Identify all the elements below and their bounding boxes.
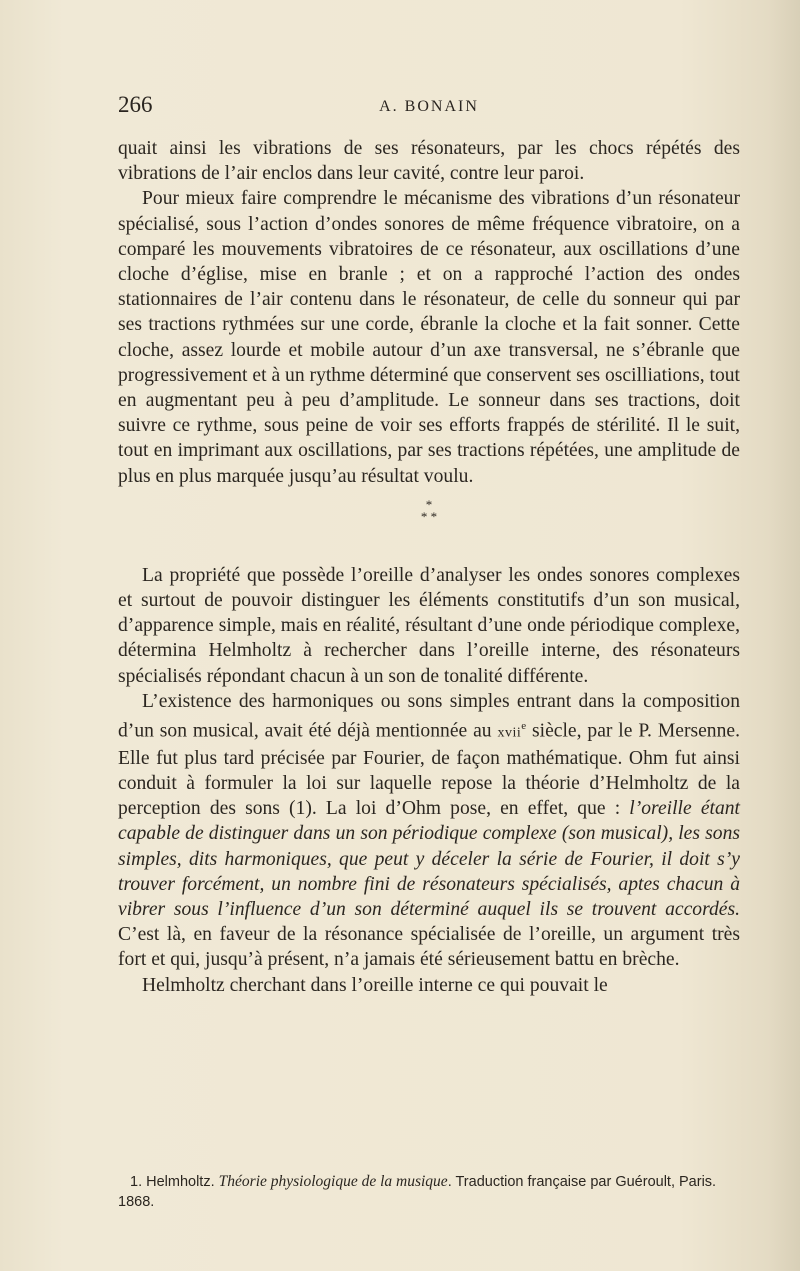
page-header (118, 92, 740, 122)
page-number: 266 (118, 92, 153, 117)
separator-top-star: * (425, 496, 433, 512)
paragraph-4-part-a: L’existence des harmoniques ou sons simples entrant dans la composition d’un son musical, avait été déjà mentionnée au (118, 690, 740, 742)
paragraph-1: quait ainsi les vibrations de ses résonateurs, par les chocs répétés des vibrations de l’air enclos dans leur cavité, contre leur paroi. (118, 138, 740, 185)
paragraph-5: Helmholtz cherchant dans l’oreille interne ce qui pouvait le (142, 974, 608, 996)
century-numeral: xvii (497, 725, 522, 741)
footnote (118, 1172, 740, 1212)
footnote-book-title: Théorie physiologique de la musique (218, 1173, 448, 1190)
section-separator (118, 496, 740, 524)
body-text (118, 136, 740, 998)
separator-bottom-stars: * * (420, 508, 438, 524)
paragraph-2: Pour mieux faire comprendre le mécanisme des vibrations d’un résonateur spécialisé, sous l’action d’ondes sonores de même fréquence vibratoire, on a comparé les mouvements vibratoires de ce résonateur, aux oscillations d’une cloche d’église, mise en branle ; et on a rapproché l’action des ondes stationnaires de l’air contenu dans le résonateur, de celle du sonneur qui par ses tractions rythmées sur une corde, ébranle la cloche et la fait sonner. Cette cloche, assez lourde et mobile autour d’un axe transversal, ne s’ébranle que progressivement et à un rythme déterminé que conservent ses oscilliations, tout en augmentant peu à peu d’amplitude. Le sonneur dans ses tractions, doit suivre ce rythme, sous peine de voir ses efforts frappés de stérilité. Il le suit, tout en imprimant aux oscillations, par ses tractions répétées, une amplitude de plus en plus marquée jusqu’au résultat voulu. (118, 188, 740, 487)
paragraph-4-part-c: C’est là, en faveur de la résonance spécialisée de l’oreille, un argument très fort et qui, jusqu’à présent, n’a jamais été sérieusement battu en brèche. (118, 924, 740, 971)
running-head: A. BONAIN (379, 98, 479, 115)
century-superscript: e (521, 720, 527, 733)
ohm-law-quote: l’oreille étant capable de distinguer dans un son périodique complexe (son musical), les sons simples, dits harmoniques, que peut y déceler la série de Fourier, il doit s’y trouver forcément, un nombre fini de résonateurs spécialisés, aptes chacun à vibrer sous l’influence d’un son déterminé auquel ils se trouvent accordés. (118, 798, 740, 921)
footnote-details: . Traduction française par Guéroult, Paris. 1868. (118, 1174, 717, 1210)
footnote-text (118, 1172, 740, 1212)
paragraph-3: La propriété que possède l’oreille d’analyser les ondes sonores complexes et surtout de pouvoir distinguer les éléments constitutifs d’un son musical, d’apparence simple, mais en réalité, résultant d’une onde périodique complexe, détermina Helmholtz à rechercher dans l’oreille interne, des résonateurs spécialisés répondant chacun à un son de tonalité différente. (118, 564, 740, 687)
footnote-author: 1. Helmholtz. (130, 1174, 219, 1190)
paragraph-4 (118, 689, 740, 973)
paragraph-4-part-b: siècle, par le P. Mersenne. Elle fut plus tard précisée par Fourier, de façon mathématique. Ohm fut ainsi conduit à formuler la loi sur laquelle repose la théorie d’Helmholtz de la perception des sons (1). La loi d’Ohm pose, en effet, que : (118, 720, 740, 820)
